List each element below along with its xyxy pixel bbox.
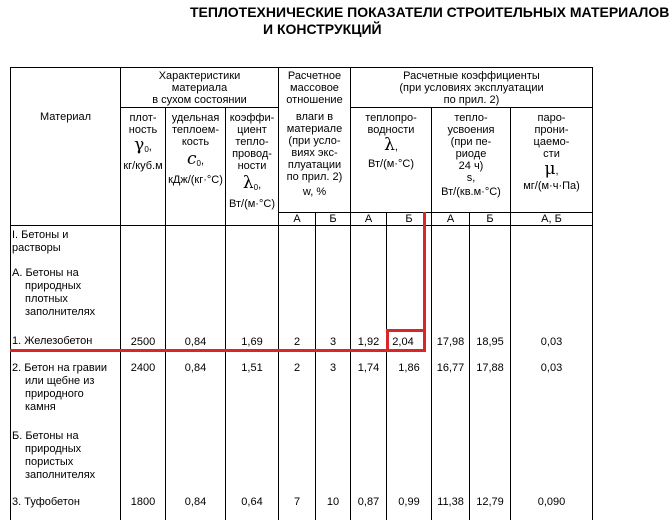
header-heat-unit: кДж/(кг·°С) xyxy=(168,174,223,186)
subheader-a: А xyxy=(364,213,373,225)
lambda-symbol: λ xyxy=(242,173,254,193)
header-moisture-line: влаги в xyxy=(295,111,334,123)
cell-conductivity-dry: 1,69 xyxy=(241,336,263,348)
vapor-comma: , xyxy=(555,165,559,177)
cond-comma: , xyxy=(394,141,398,153)
section-line: пористых xyxy=(25,456,74,468)
header-cond-dry-unit: Вт/(м·°С) xyxy=(229,198,275,210)
subheader-b: Б xyxy=(405,213,413,225)
gamma-symbol: γ xyxy=(134,135,145,155)
cell-w-a: 2 xyxy=(293,336,301,348)
subheader-ab: А, Б xyxy=(541,213,562,225)
cond-dry-comma: , xyxy=(258,179,262,191)
header-coef-line: Расчетные коэффициенты xyxy=(403,70,540,82)
header-moisture-line: плуатации xyxy=(287,159,342,171)
header-cond-dry-line: тепло- xyxy=(235,136,269,148)
header-density-line: ность xyxy=(128,124,158,136)
cell-w-b: 10 xyxy=(326,496,340,508)
header-moisture-line: материале xyxy=(286,123,343,135)
header-abs-line: тепло- xyxy=(454,112,488,124)
header-dry-line: в сухом состоянии xyxy=(152,94,247,106)
header-vapor-unit: мг/(м·ч·Па) xyxy=(523,180,580,192)
cell-s-b: 17,88 xyxy=(476,362,504,374)
cell-conductivity-dry: 1,51 xyxy=(241,362,263,374)
cell-density: 1800 xyxy=(130,496,156,508)
cell-conductivity-dry: 0,64 xyxy=(241,496,263,508)
header-coef-line: по прил. 2) xyxy=(443,94,500,106)
highlight-row-line xyxy=(10,349,426,352)
row-material-name: природного xyxy=(25,388,84,400)
lambda-subscript: 0 xyxy=(253,183,259,192)
section-line: растворы xyxy=(12,242,61,254)
cell-heat-capacity: 0,84 xyxy=(184,336,207,348)
header-abs-line: усвоения xyxy=(447,124,495,136)
header-density-symbol xyxy=(121,136,165,156)
c-subscript: 0 xyxy=(196,159,201,168)
cell-lambda-b: 1,86 xyxy=(398,362,420,374)
row-material-name: 3. Туфобетон xyxy=(12,496,80,508)
header-cond-symbol xyxy=(351,136,431,155)
header-cond-line: водности xyxy=(367,124,415,136)
header-density-line: плот- xyxy=(129,112,157,124)
section-line: А. Бетоны на xyxy=(12,267,79,279)
section-line: Б. Бетоны на xyxy=(12,430,79,442)
subheader-a: А xyxy=(446,213,455,225)
cell-w-b: 3 xyxy=(329,362,337,374)
cell-lambda-b: 0,99 xyxy=(398,496,420,508)
subheader-b: Б xyxy=(329,213,337,225)
header-vapor-line: цаемо- xyxy=(533,136,570,148)
header-cond-dry-symbol xyxy=(226,174,278,194)
cell-lambda-b: 2,04 xyxy=(392,336,414,348)
cell-density: 2400 xyxy=(130,362,156,374)
cell-s-b: 12,79 xyxy=(476,496,504,508)
header-heat-line: кость xyxy=(181,136,210,148)
cell-s-b: 18,95 xyxy=(476,336,504,348)
subheader-b: Б xyxy=(486,213,494,225)
cell-mu: 0,090 xyxy=(537,496,566,508)
header-vapor-line: сти xyxy=(543,148,560,160)
header-moisture-line: Расчетное xyxy=(287,70,342,82)
header-moisture-line: отношение xyxy=(286,94,343,106)
cell-heat-capacity: 0,84 xyxy=(184,362,207,374)
section-line: заполнителях xyxy=(25,306,96,318)
header-dry-line: Характеристики xyxy=(158,70,241,82)
cell-s-a: 17,98 xyxy=(436,336,465,348)
header-abs-line: s, xyxy=(466,172,476,184)
highlight-cell-box xyxy=(386,329,426,352)
header-cond-dry-line: ности xyxy=(237,160,267,172)
cell-heat-capacity: 0,84 xyxy=(184,496,207,508)
row-material-name: камня xyxy=(25,401,56,413)
cell-w-a: 7 xyxy=(293,496,301,508)
cell-lambda-a: 1,74 xyxy=(357,362,380,374)
document-title xyxy=(190,4,669,38)
header-moisture-line: (при усло- xyxy=(288,135,341,147)
header-abs-line: риоде xyxy=(455,148,487,160)
cell-lambda-a: 0,87 xyxy=(357,496,380,508)
row-material-name: или щебне из xyxy=(25,375,95,387)
row-material-name: 1. Железобетон xyxy=(12,335,93,347)
cell-w-b: 3 xyxy=(329,336,337,348)
row-material-name: 2. Бетон на гравии xyxy=(12,362,107,374)
cell-mu: 0,03 xyxy=(540,362,563,374)
header-dry-line: материала xyxy=(171,82,228,94)
c-symbol: c xyxy=(186,149,197,169)
section-line: I. Бетоны и xyxy=(12,229,69,241)
header-abs-unit: Вт/(кв.м·°С) xyxy=(441,186,501,198)
lambda-symbol: λ xyxy=(384,135,395,155)
section-line: природных xyxy=(25,443,82,455)
header-cond-unit: Вт/(м·°С) xyxy=(368,158,414,170)
density-comma: , xyxy=(148,141,152,153)
cell-s-a: 16,77 xyxy=(436,362,465,374)
cell-mu: 0,03 xyxy=(540,336,563,348)
cell-lambda-a: 1,92 xyxy=(357,336,380,348)
header-moisture-line: виях экс- xyxy=(291,147,338,159)
title-line-1: ТЕПЛОТЕХНИЧЕСКИЕ ПОКАЗАТЕЛИ СТРОИТЕЛЬНЫХ МАТЕРИАЛОВ xyxy=(190,4,669,20)
mu-symbol: μ xyxy=(544,159,556,179)
header-abs-line: 24 ч) xyxy=(458,160,484,172)
header-density-unit: кг/куб.м xyxy=(123,160,163,172)
header-moisture-line: по прил. 2) xyxy=(286,171,343,183)
header-cond-line: теплопро- xyxy=(365,112,417,124)
header-cond-dry-line: циент xyxy=(237,124,267,136)
header-abs-line: (при пе- xyxy=(450,136,492,148)
header-vapor-line: прони- xyxy=(534,124,569,136)
section-line: заполнителях xyxy=(25,469,96,481)
subheader-a: А xyxy=(293,213,301,225)
header-vapor-line: паро- xyxy=(537,112,566,124)
header-heat-line: удельная xyxy=(171,112,220,124)
header-heat-line: теплоем- xyxy=(172,124,219,136)
title-line-2: И КОНСТРУКЦИЙ xyxy=(263,21,382,37)
header-moisture-line: массовое xyxy=(290,82,339,94)
section-line: плотных xyxy=(25,293,68,305)
heat-comma: , xyxy=(200,155,205,167)
section-line: природных xyxy=(25,280,82,292)
gamma-subscript: 0 xyxy=(144,145,149,154)
cell-density: 2500 xyxy=(130,336,156,348)
header-material: Материал xyxy=(40,111,91,123)
cell-s-a: 11,38 xyxy=(437,496,464,508)
cell-w-a: 2 xyxy=(293,362,301,374)
header-vapor-symbol xyxy=(511,160,592,179)
header-cond-dry-line: провод- xyxy=(232,148,272,160)
header-coef-line: (при условиях эксплуатации xyxy=(399,82,544,94)
header-moisture-line: w, % xyxy=(302,186,327,198)
header-heat-symbol xyxy=(166,150,225,170)
header-cond-dry-line: коэффи- xyxy=(229,112,275,124)
